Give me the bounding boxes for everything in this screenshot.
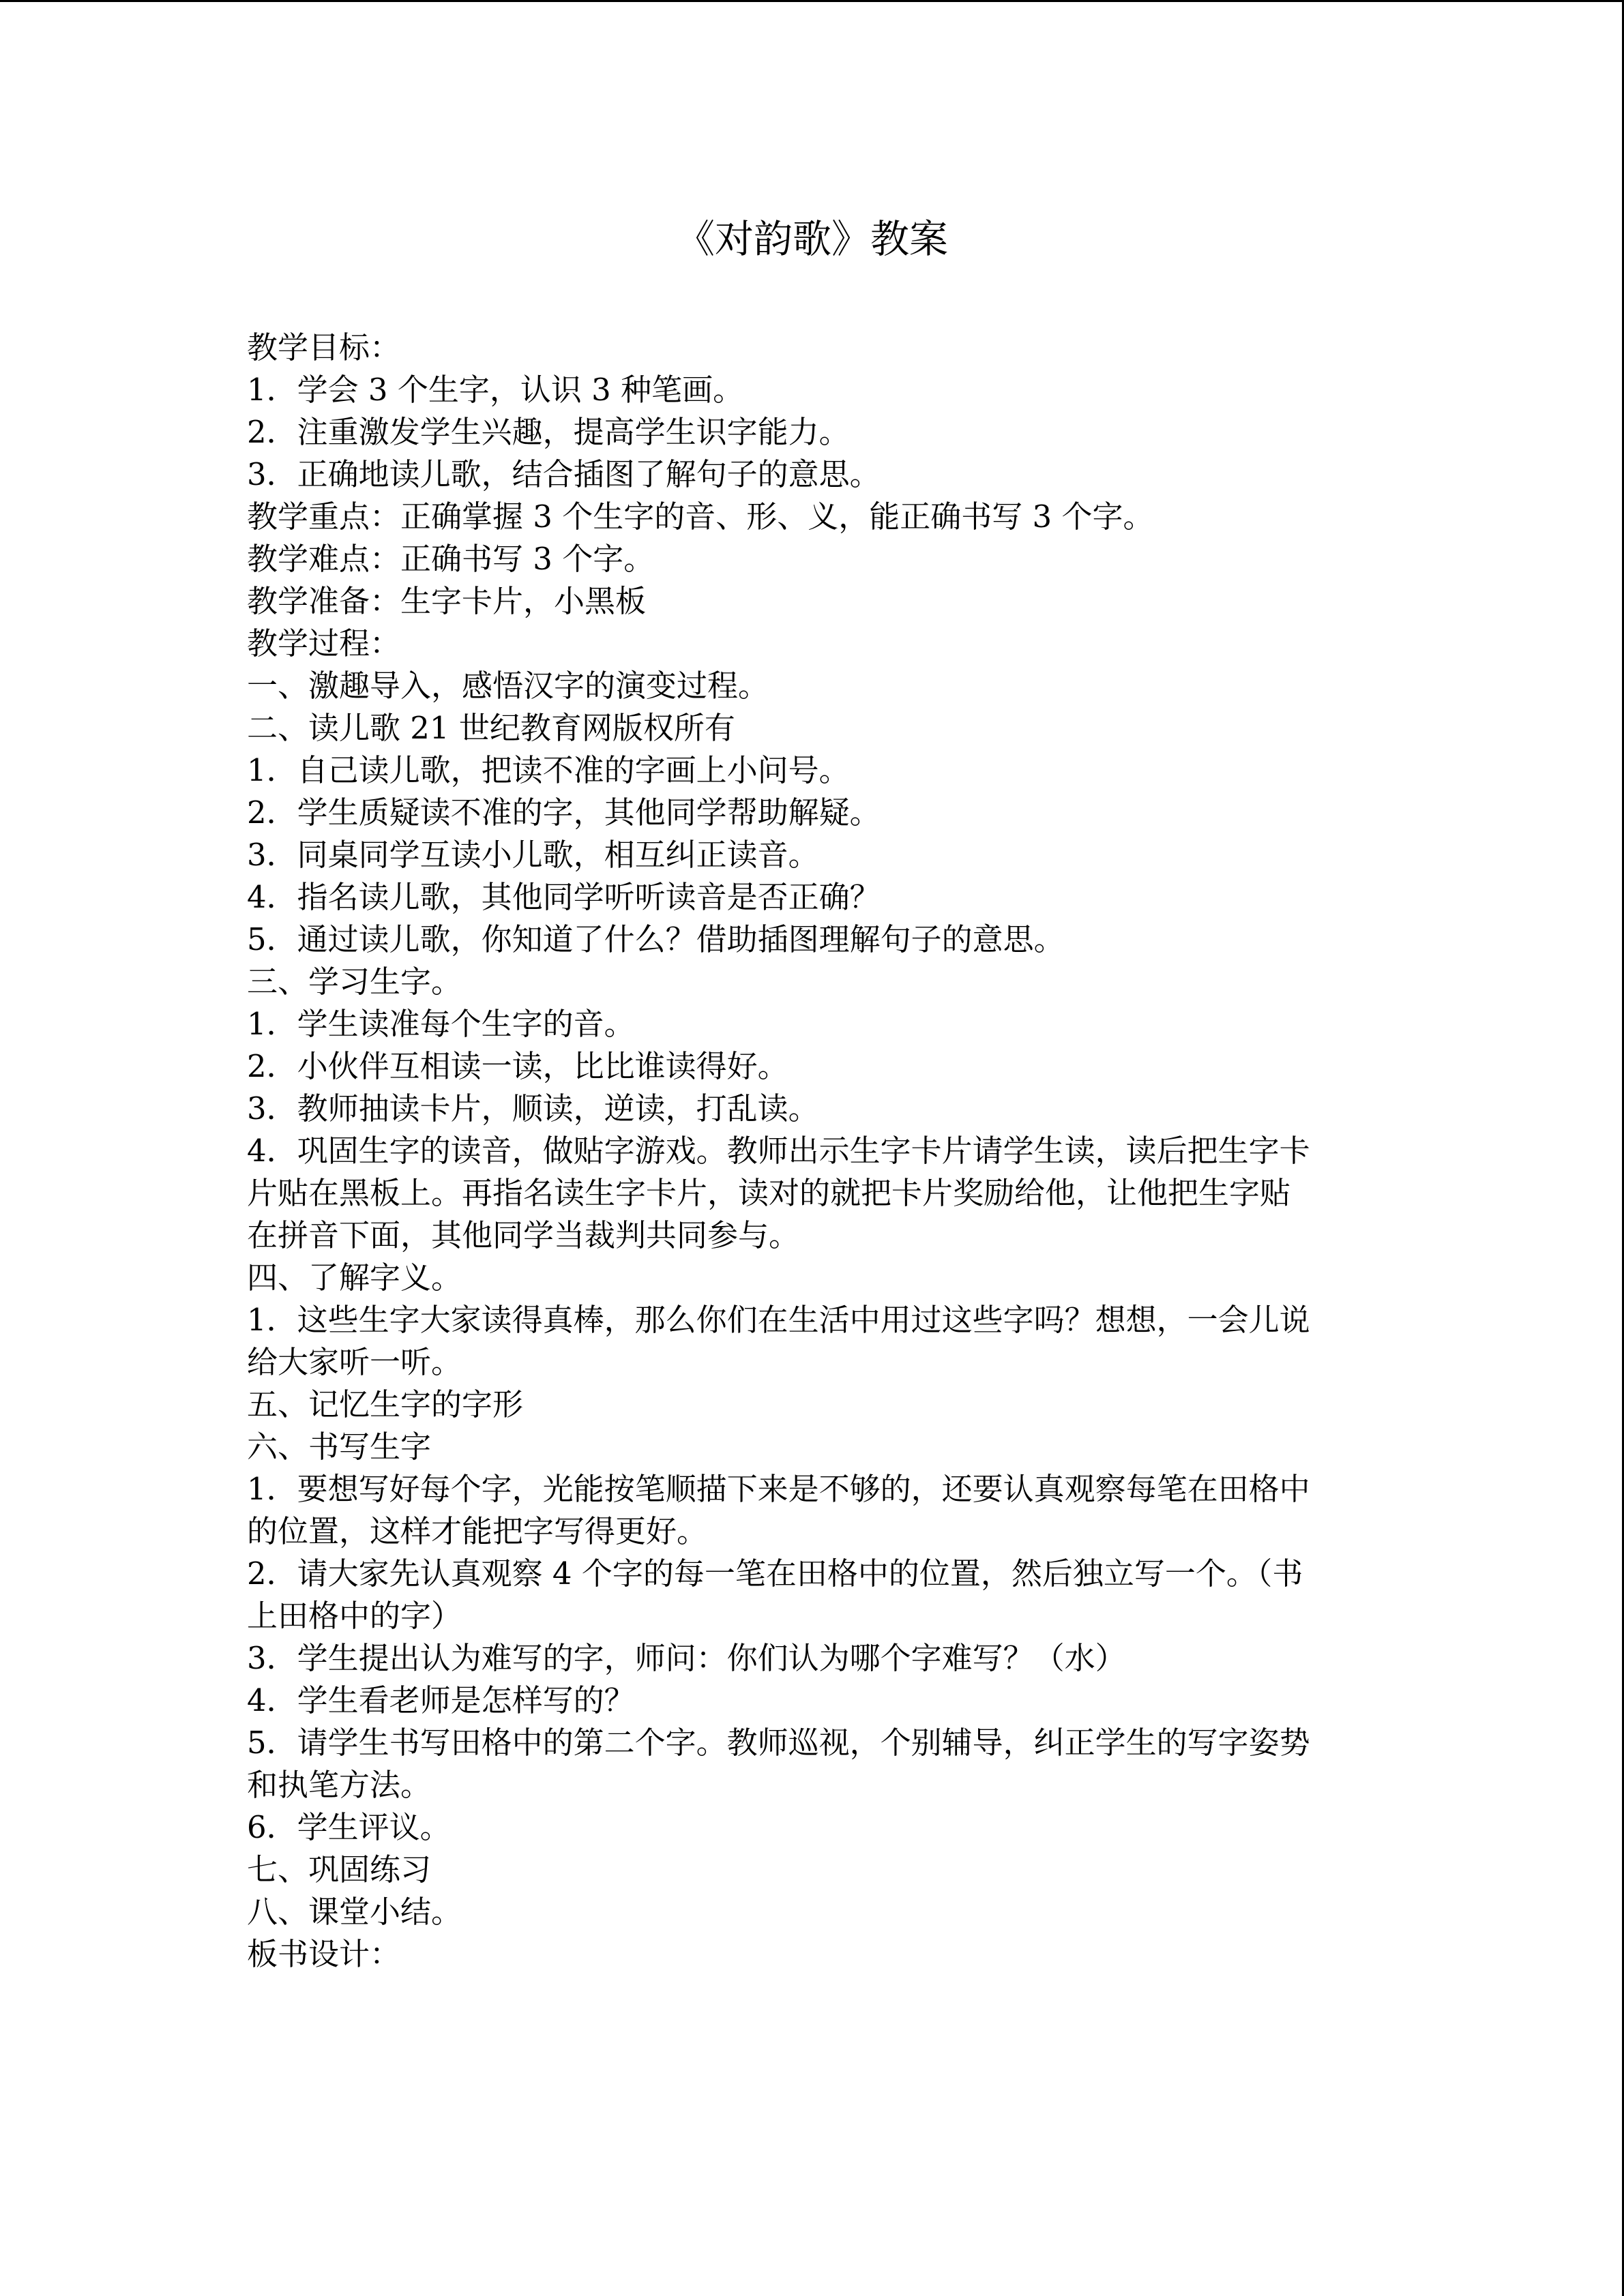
body-line: 1．这些生字大家读得真棒，那么你们在生活中用过这些字吗？想想，一会儿说 <box>247 1302 1310 1338</box>
body-line: 4．学生看老师是怎样写的？ <box>247 1682 635 1718</box>
body-line: 教学目标： <box>247 329 401 366</box>
body-line: 2．请大家先认真观察 4 个字的每一笔在田格中的位置，然后独立写一个。（书 <box>247 1555 1303 1592</box>
body-line: 在拼音下面，其他同学当裁判共同参与。 <box>247 1217 800 1253</box>
body-line: 二、读儿歌 21 世纪教育网版权所有 <box>247 710 735 746</box>
body-line: 4．巩固生字的读音，做贴字游戏。教师出示生字卡片请学生读，读后把生字卡 <box>247 1133 1310 1169</box>
body-line: 给大家听一听。 <box>247 1344 462 1380</box>
body-line: 片贴在黑板上。再指名读生字卡片，读对的就把卡片奖励给他，让他把生字贴 <box>247 1175 1291 1211</box>
document-body <box>247 327 1393 1976</box>
body-line: 板书设计： <box>247 1936 401 1972</box>
body-line: 3．教师抽读卡片，顺读，逆读，打乱读。 <box>247 1090 819 1127</box>
body-line: 1．学生读准每个生字的音。 <box>247 1006 635 1042</box>
body-line: 五、记忆生字的字形 <box>247 1386 524 1422</box>
body-line: 2．学生质疑读不准的字，其他同学帮助解疑。 <box>247 794 881 831</box>
body-line: 3．同桌同学互读小儿歌，相互纠正读音。 <box>247 837 819 873</box>
body-line: 3．学生提出认为难写的字，师问：你们认为哪个字难写？（水） <box>247 1640 1126 1676</box>
body-line: 和执笔方法。 <box>247 1767 432 1803</box>
body-line: 5．通过读儿歌，你知道了什么？借助插图理解句子的意思。 <box>247 921 1065 957</box>
body-line: 四、了解字义。 <box>247 1259 462 1296</box>
body-line: 的位置，这样才能把字写得更好。 <box>247 1513 708 1549</box>
body-line: 教学难点：正确书写 3 个字。 <box>247 541 655 577</box>
body-line: 4．指名读儿歌，其他同学听听读音是否正确？ <box>247 879 881 915</box>
document-title: 《对韵歌》教案 <box>676 217 948 262</box>
body-line: 六、书写生字 <box>247 1429 432 1465</box>
body-line: 1．要想写好每个字，光能按笔顺描下来是不够的，还要认真观察每笔在田格中 <box>247 1471 1310 1507</box>
body-line: 一、激趣导入，感悟汉字的演变过程。 <box>247 668 769 704</box>
body-line: 教学过程： <box>247 625 401 661</box>
body-line: 6．学生评议。 <box>247 1809 451 1845</box>
body-line: 2．注重激发学生兴趣，提高学生识字能力。 <box>247 414 850 450</box>
body-line: 三、学习生字。 <box>247 964 462 1000</box>
body-line: 上田格中的字） <box>247 1598 462 1634</box>
body-line: 2．小伙伴互相读一读，比比谁读得好。 <box>247 1048 788 1084</box>
body-line: 教学准备：生字卡片，小黑板 <box>247 583 647 619</box>
body-line: 5．请学生书写田格中的第二个字。教师巡视，个别辅导，纠正学生的写字姿势 <box>247 1725 1310 1761</box>
body-line: 教学重点：正确掌握 3 个生字的音、形、义，能正确书写 3 个字。 <box>247 498 1154 535</box>
body-line: 1．自己读儿歌，把读不准的字画上小问号。 <box>247 752 850 788</box>
body-line: 七、巩固练习 <box>247 1851 432 1888</box>
body-line: 3．正确地读儿歌，结合插图了解句子的意思。 <box>247 456 881 492</box>
body-line: 1．学会 3 个生字，认识 3 种笔画。 <box>247 372 744 408</box>
body-line: 八、课堂小结。 <box>247 1894 462 1930</box>
